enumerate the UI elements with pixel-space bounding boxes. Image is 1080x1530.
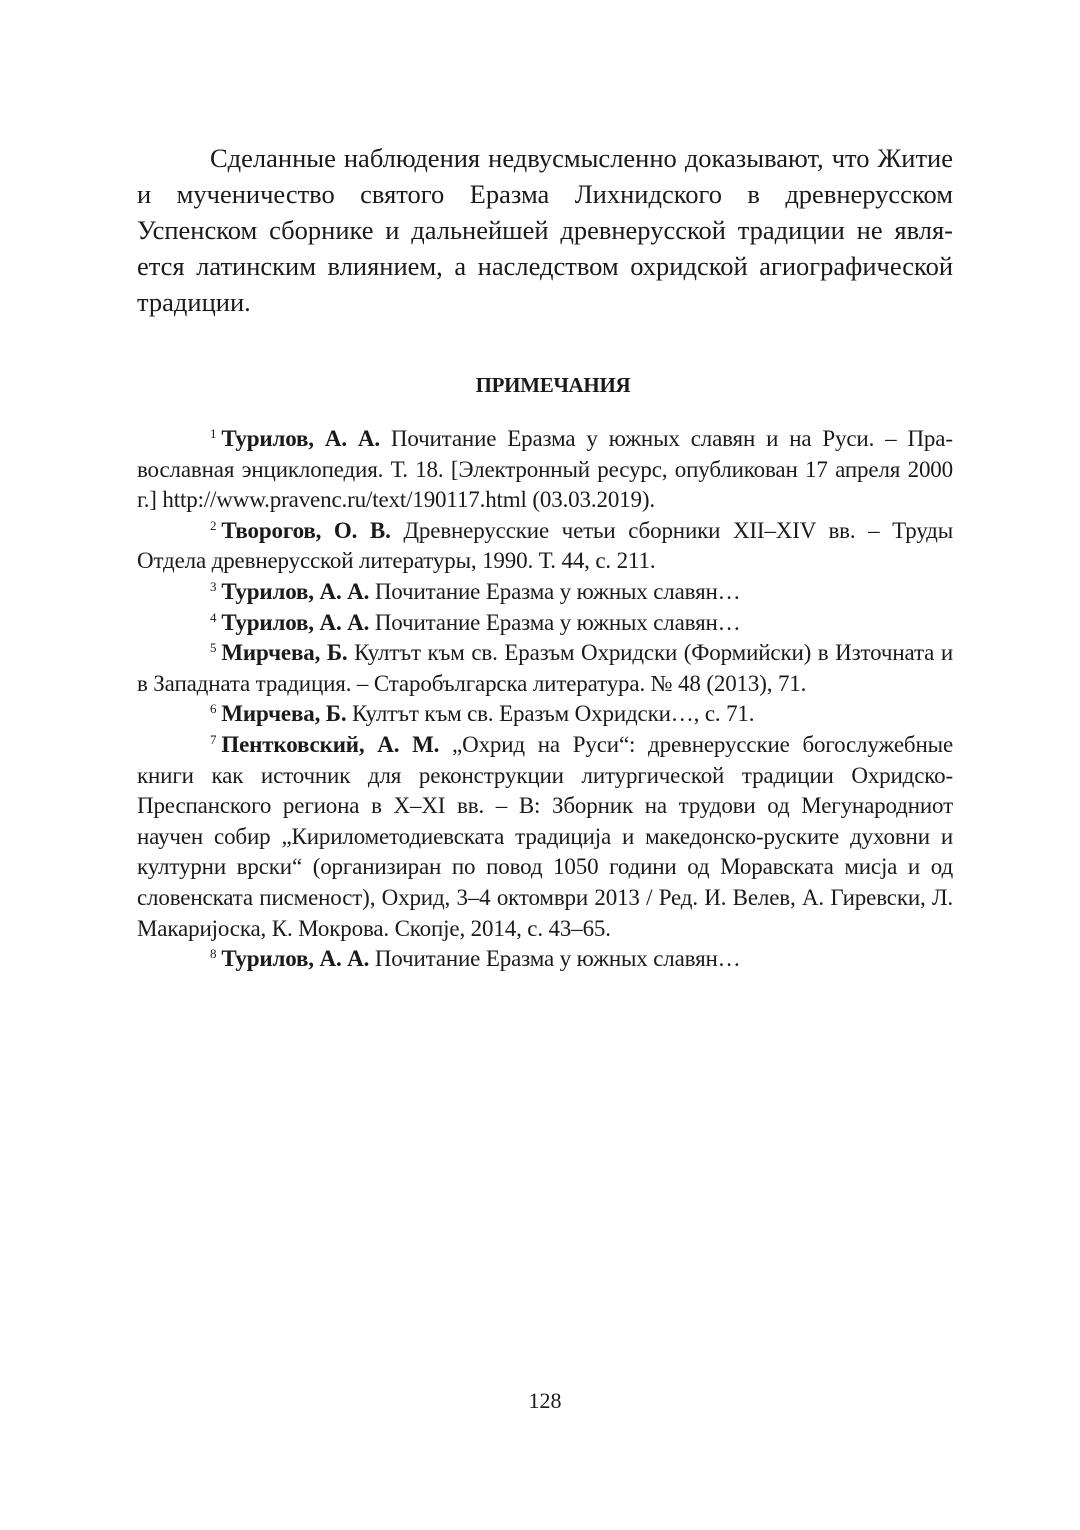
note-author: Турилов, А. А. — [221, 426, 380, 451]
note-number: 8 — [210, 946, 217, 962]
note-text: Почитание Еразма у южных славян и на Руси. – Православная энциклопедия. Т. 18. [Электронный ресурс, опубликован 17 апреля 2000 г.] http://www.pravenc.ru/text/190117.html (03.03.2019). — [137, 426, 953, 513]
note-text: „Охрид на Руси“: древнерусские богослужебные книги как источник для реконструкции литургической традиции Охридско-Преспанского региона в X–XI вв. – В: Зборник на трудови од Мегународниот научен собир „Кирилометодиевската традиција и македонско-руските духовни и културни врски“ (организиран по повод 1050 години од Моравската мисја и од словенската писменост), Охрид, 3–4 октомври 2013 / Ред. И. Велев, А. Гиревски, Л. Макаријоска, К. Мокрова. Скопје, 2014, с. 43–65. — [137, 731, 953, 941]
note-author: Творогов, О. В. — [221, 517, 391, 543]
note-2 — [137, 516, 953, 577]
note-text: Почитание Еразма у южных славян… — [369, 578, 741, 604]
note-number: 4 — [210, 609, 217, 625]
note-4 — [137, 608, 953, 639]
note-author: Пентковский, А. М. — [221, 731, 440, 757]
note-number: 5 — [210, 640, 217, 656]
note-number: 3 — [210, 578, 217, 594]
note-author: Мирчева, Б. — [221, 640, 348, 666]
note-number: 6 — [210, 701, 217, 717]
note-number: 1 — [210, 426, 217, 441]
note-6 — [137, 699, 953, 730]
note-text: Култът към св. Еразъм Охридски (Формийски) в Източната и в Западната традиция. – Старобългарска литература. № 48 (2013), 71. — [137, 640, 953, 696]
page-content — [137, 140, 953, 975]
note-3 — [137, 577, 953, 608]
body-paragraph: Сделанные наблюдения недвусмысленно доказывают, что Житие и мученичество святого Еразма Лихнидского в древнерусском Успенском сборнике и дальнейшей древнерусской традиции не является латинским влиянием, а наследством охридской агиографической традиции. — [137, 143, 953, 317]
note-text: Древнерусские четьи сборники XII–XIV вв. – Труды Отдела древнерусской литературы, 1990. Т. 44, с. 211. — [137, 517, 953, 574]
note-8 — [137, 944, 953, 975]
note-text: Култът към св. Еразъм Охридски…, с. 71. — [346, 701, 755, 727]
notes-list — [137, 424, 953, 975]
page-number: 128 — [528, 1388, 562, 1413]
notes-heading: ПРИМЕЧАНИЯ — [475, 373, 631, 397]
note-author: Турилов, А. А. — [221, 946, 370, 972]
note-author: Мирчева, Б. — [221, 701, 347, 727]
note-7 — [137, 730, 953, 944]
note-text: Почитание Еразма у южных славян… — [369, 946, 741, 972]
note-5 — [137, 638, 953, 699]
note-text: Почитание Еразма у южных славян… — [369, 609, 741, 635]
note-author: Турилов, А. А. — [221, 609, 370, 635]
note-author: Турилов, А. А. — [221, 578, 370, 604]
note-number: 7 — [210, 731, 217, 747]
note-number: 2 — [210, 517, 217, 533]
note-1 — [137, 424, 953, 516]
